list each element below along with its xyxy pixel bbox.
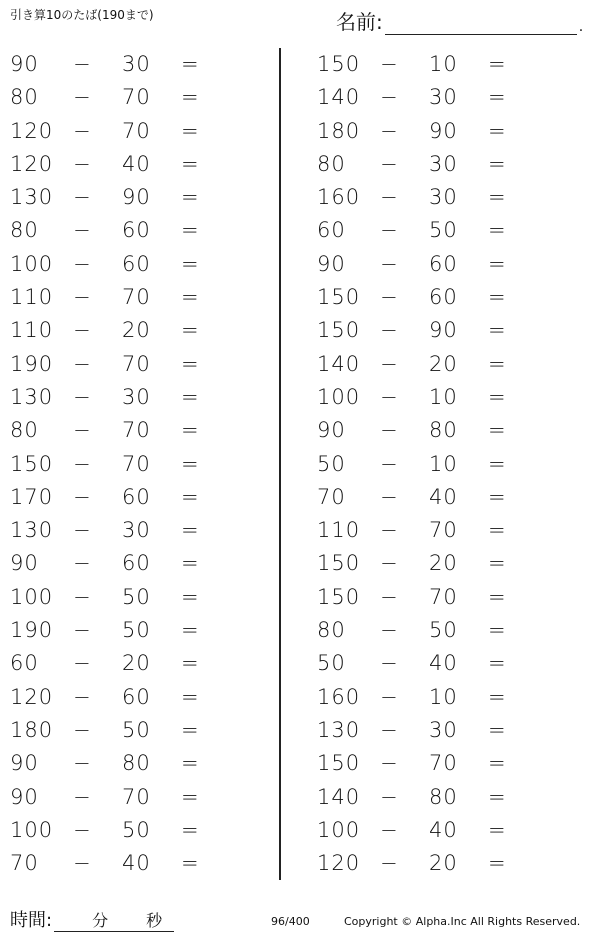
equals-sign: =	[181, 351, 200, 376]
problem-row	[307, 250, 577, 283]
minus-sign: −	[380, 717, 399, 742]
equals-sign: =	[181, 418, 200, 443]
subtrahend: 80	[429, 784, 458, 809]
minuend: 150	[317, 551, 361, 576]
equals-sign: =	[181, 584, 200, 609]
name-area	[336, 6, 583, 35]
subtrahend: 30	[122, 518, 151, 543]
problem-column-left	[0, 50, 270, 882]
minus-sign: −	[380, 351, 399, 376]
minuend: 60	[317, 218, 346, 243]
minuend: 130	[10, 185, 54, 210]
minuend: 80	[317, 618, 346, 643]
equals-sign: =	[181, 518, 200, 543]
problem-row	[0, 683, 270, 716]
problem-row	[0, 117, 270, 150]
minuend: 190	[10, 351, 54, 376]
subtrahend: 60	[122, 218, 151, 243]
equals-sign: =	[181, 52, 200, 76]
minus-sign: −	[380, 484, 399, 509]
minuend: 130	[10, 518, 54, 543]
subtrahend: 30	[122, 384, 151, 409]
subtrahend: 60	[122, 684, 151, 709]
minus-sign: −	[380, 251, 399, 276]
subtrahend: 40	[429, 817, 458, 842]
subtrahend: 90	[429, 118, 458, 143]
problem-row	[0, 416, 270, 449]
subtrahend: 60	[429, 251, 458, 276]
minus-sign: −	[380, 52, 399, 76]
subtrahend: 90	[122, 185, 151, 210]
minus-sign: −	[73, 751, 92, 776]
problem-row	[0, 849, 270, 882]
equals-sign: =	[181, 185, 200, 210]
subtrahend: 80	[429, 418, 458, 443]
problem-row	[0, 749, 270, 782]
minuend: 180	[10, 717, 54, 742]
equals-sign: =	[488, 285, 507, 310]
equals-sign: =	[181, 451, 200, 476]
subtrahend: 20	[122, 318, 151, 343]
minuend: 110	[10, 318, 54, 343]
minus-sign: −	[380, 584, 399, 609]
problem-row	[307, 450, 577, 483]
subtrahend: 20	[429, 551, 458, 576]
minus-sign: −	[380, 384, 399, 409]
name-blank[interactable]	[385, 14, 577, 35]
subtrahend: 20	[429, 851, 458, 876]
minuend: 110	[317, 518, 361, 543]
minus-sign: −	[73, 185, 92, 210]
problem-row	[0, 283, 270, 316]
minus-sign: −	[73, 551, 92, 576]
subtrahend: 10	[429, 52, 458, 76]
minuend: 100	[317, 384, 361, 409]
equals-sign: =	[488, 484, 507, 509]
problem-row	[307, 583, 577, 616]
minuend: 100	[10, 584, 54, 609]
equals-sign: =	[181, 118, 200, 143]
subtrahend: 30	[122, 52, 151, 76]
minuend: 80	[10, 218, 39, 243]
subtrahend: 30	[429, 85, 458, 110]
minuend: 100	[10, 251, 54, 276]
equals-sign: =	[488, 85, 507, 110]
problem-row	[0, 383, 270, 416]
minus-sign: −	[73, 285, 92, 310]
problem-row	[307, 816, 577, 849]
minus-sign: −	[73, 218, 92, 243]
minuend: 90	[317, 418, 346, 443]
subtrahend: 60	[122, 551, 151, 576]
problem-row	[0, 583, 270, 616]
minus-sign: −	[380, 751, 399, 776]
equals-sign: =	[488, 351, 507, 376]
minuend: 90	[10, 551, 39, 576]
name-label: 名前:	[336, 10, 383, 34]
minus-sign: −	[380, 518, 399, 543]
equals-sign: =	[488, 384, 507, 409]
page-number: 96/400	[271, 915, 310, 928]
subtrahend: 10	[429, 684, 458, 709]
equals-sign: =	[488, 185, 507, 210]
problem-row	[307, 350, 577, 383]
minuend: 150	[317, 285, 361, 310]
minuend: 160	[317, 684, 361, 709]
time-label: 時間:	[10, 910, 53, 931]
minuend: 70	[10, 851, 39, 876]
subtrahend: 20	[122, 651, 151, 676]
problem-column-right	[307, 50, 577, 882]
equals-sign: =	[181, 784, 200, 809]
minuend: 150	[10, 451, 54, 476]
problem-row	[307, 283, 577, 316]
minuend: 120	[10, 684, 54, 709]
problem-row	[307, 416, 577, 449]
equals-sign: =	[181, 151, 200, 176]
minus-sign: −	[380, 451, 399, 476]
equals-sign: =	[181, 318, 200, 343]
subtrahend: 50	[429, 218, 458, 243]
problem-row	[307, 117, 577, 150]
minus-sign: −	[73, 851, 92, 876]
minus-sign: −	[73, 52, 92, 76]
subtrahend: 70	[122, 118, 151, 143]
equals-sign: =	[488, 551, 507, 576]
problem-row	[307, 483, 577, 516]
minuend: 150	[317, 52, 361, 76]
minuend: 170	[10, 484, 54, 509]
equals-sign: =	[181, 651, 200, 676]
problem-row	[0, 250, 270, 283]
equals-sign: =	[488, 751, 507, 776]
minuend: 100	[317, 817, 361, 842]
subtrahend: 70	[122, 418, 151, 443]
subtrahend: 70	[122, 285, 151, 310]
subtrahend: 50	[122, 717, 151, 742]
minus-sign: −	[380, 551, 399, 576]
equals-sign: =	[181, 85, 200, 110]
equals-sign: =	[181, 817, 200, 842]
minuend: 90	[10, 784, 39, 809]
minus-sign: −	[73, 651, 92, 676]
subtrahend: 90	[429, 318, 458, 343]
subtrahend: 50	[122, 584, 151, 609]
problem-row	[307, 549, 577, 582]
problem-row	[307, 150, 577, 183]
subtrahend: 40	[429, 484, 458, 509]
problem-row	[0, 483, 270, 516]
minus-sign: −	[380, 418, 399, 443]
equals-sign: =	[181, 717, 200, 742]
subtrahend: 70	[122, 451, 151, 476]
subtrahend: 70	[429, 584, 458, 609]
subtrahend: 30	[429, 185, 458, 210]
subtrahend: 70	[429, 751, 458, 776]
subtrahend: 40	[429, 651, 458, 676]
subtrahend: 30	[429, 151, 458, 176]
subtrahend: 20	[429, 351, 458, 376]
problem-row	[307, 516, 577, 549]
minus-sign: −	[380, 118, 399, 143]
minus-sign: −	[380, 784, 399, 809]
name-dot: .	[578, 19, 584, 35]
minutes-label: 分	[92, 911, 109, 930]
minus-sign: −	[380, 651, 399, 676]
subtrahend: 80	[122, 751, 151, 776]
equals-sign: =	[181, 618, 200, 643]
problem-row	[307, 83, 577, 116]
minuend: 60	[10, 651, 39, 676]
minus-sign: −	[73, 518, 92, 543]
subtrahend: 60	[429, 285, 458, 310]
problem-row	[0, 616, 270, 649]
seconds-label: 秒	[146, 911, 163, 930]
minuend: 180	[317, 118, 361, 143]
problem-row	[0, 816, 270, 849]
minus-sign: −	[73, 451, 92, 476]
equals-sign: =	[488, 817, 507, 842]
minus-sign: −	[73, 318, 92, 343]
minuend: 80	[317, 151, 346, 176]
problem-row	[307, 683, 577, 716]
problem-row	[307, 183, 577, 216]
minus-sign: −	[380, 285, 399, 310]
equals-sign: =	[488, 451, 507, 476]
problem-row	[307, 749, 577, 782]
subtrahend: 70	[122, 784, 151, 809]
minus-sign: −	[380, 185, 399, 210]
minus-sign: −	[380, 618, 399, 643]
minuend: 90	[10, 52, 39, 76]
minus-sign: −	[73, 784, 92, 809]
equals-sign: =	[181, 751, 200, 776]
subtrahend: 60	[122, 484, 151, 509]
subtrahend: 10	[429, 384, 458, 409]
problem-row	[0, 649, 270, 682]
problem-row	[307, 783, 577, 816]
equals-sign: =	[181, 285, 200, 310]
minuend: 120	[10, 151, 54, 176]
equals-sign: =	[181, 484, 200, 509]
problem-row	[307, 716, 577, 749]
problem-row	[0, 450, 270, 483]
problem-row	[307, 316, 577, 349]
minus-sign: −	[73, 85, 92, 110]
minus-sign: −	[73, 384, 92, 409]
minus-sign: −	[380, 218, 399, 243]
minuend: 50	[317, 651, 346, 676]
minus-sign: −	[73, 717, 92, 742]
problem-row	[307, 50, 577, 83]
minus-sign: −	[73, 251, 92, 276]
minus-sign: −	[73, 418, 92, 443]
problem-row	[0, 183, 270, 216]
time-blank[interactable]	[54, 911, 174, 932]
equals-sign: =	[488, 118, 507, 143]
minuend: 90	[10, 751, 39, 776]
minus-sign: −	[73, 118, 92, 143]
minuend: 120	[317, 851, 361, 876]
subtrahend: 70	[429, 518, 458, 543]
minus-sign: −	[380, 85, 399, 110]
problem-row	[0, 350, 270, 383]
minus-sign: −	[380, 851, 399, 876]
minus-sign: −	[73, 618, 92, 643]
minus-sign: −	[73, 484, 92, 509]
equals-sign: =	[488, 851, 507, 876]
subtrahend: 70	[122, 351, 151, 376]
equals-sign: =	[181, 851, 200, 876]
minuend: 70	[317, 484, 346, 509]
equals-sign: =	[488, 218, 507, 243]
minus-sign: −	[73, 351, 92, 376]
minus-sign: −	[73, 151, 92, 176]
subtrahend: 50	[429, 618, 458, 643]
problem-row	[307, 649, 577, 682]
minuend: 80	[10, 418, 39, 443]
subtrahend: 70	[122, 85, 151, 110]
minus-sign: −	[73, 684, 92, 709]
copyright-text: Copyright © Alpha.Inc All Rights Reserved.	[344, 915, 581, 928]
equals-sign: =	[488, 251, 507, 276]
subtrahend: 50	[122, 817, 151, 842]
minuend: 120	[10, 118, 54, 143]
minuend: 150	[317, 751, 361, 776]
minuend: 150	[317, 318, 361, 343]
equals-sign: =	[181, 551, 200, 576]
problem-row	[307, 616, 577, 649]
problem-row	[0, 783, 270, 816]
time-area	[10, 906, 174, 932]
problem-row	[0, 83, 270, 116]
minus-sign: −	[380, 684, 399, 709]
equals-sign: =	[488, 584, 507, 609]
equals-sign: =	[488, 684, 507, 709]
minuend: 140	[317, 351, 361, 376]
equals-sign: =	[488, 784, 507, 809]
minuend: 140	[317, 784, 361, 809]
minuend: 80	[10, 85, 39, 110]
minus-sign: −	[380, 151, 399, 176]
minuend: 130	[10, 384, 54, 409]
problem-row	[307, 849, 577, 882]
subtrahend: 10	[429, 451, 458, 476]
minus-sign: −	[380, 817, 399, 842]
equals-sign: =	[488, 651, 507, 676]
equals-sign: =	[181, 251, 200, 276]
minuend: 150	[317, 584, 361, 609]
problem-row	[307, 216, 577, 249]
equals-sign: =	[181, 218, 200, 243]
subtrahend: 40	[122, 151, 151, 176]
subtrahend: 30	[429, 717, 458, 742]
equals-sign: =	[181, 384, 200, 409]
equals-sign: =	[181, 684, 200, 709]
worksheet-title: 引き算10のたば(190まで)	[10, 8, 154, 22]
problem-row	[0, 716, 270, 749]
minuend: 100	[10, 817, 54, 842]
minuend: 50	[317, 451, 346, 476]
problem-row	[0, 50, 270, 83]
equals-sign: =	[488, 318, 507, 343]
minuend: 110	[10, 285, 54, 310]
equals-sign: =	[488, 618, 507, 643]
minuend: 160	[317, 185, 361, 210]
equals-sign: =	[488, 518, 507, 543]
problem-row	[0, 216, 270, 249]
minuend: 90	[317, 251, 346, 276]
equals-sign: =	[488, 151, 507, 176]
equals-sign: =	[488, 418, 507, 443]
subtrahend: 60	[122, 251, 151, 276]
problem-row	[0, 549, 270, 582]
subtrahend: 40	[122, 851, 151, 876]
problem-row	[0, 150, 270, 183]
minus-sign: −	[73, 817, 92, 842]
minus-sign: −	[380, 318, 399, 343]
equals-sign: =	[488, 52, 507, 76]
column-divider	[279, 48, 281, 880]
minus-sign: −	[73, 584, 92, 609]
equals-sign: =	[488, 717, 507, 742]
minuend: 130	[317, 717, 361, 742]
minuend: 190	[10, 618, 54, 643]
problem-row	[0, 516, 270, 549]
minuend: 140	[317, 85, 361, 110]
subtrahend: 50	[122, 618, 151, 643]
problem-row	[0, 316, 270, 349]
problem-row	[307, 383, 577, 416]
